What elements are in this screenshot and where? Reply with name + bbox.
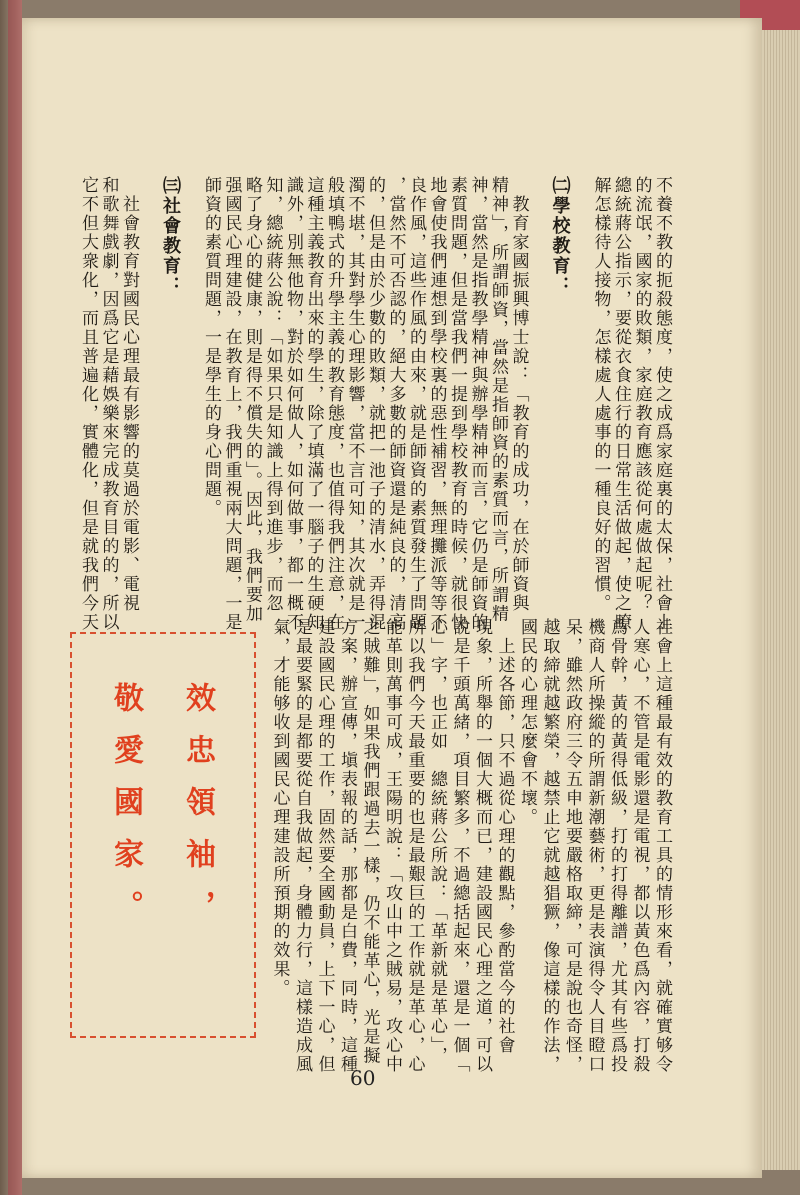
text-column: 解怎樣待人接物，怎樣處人處事的一種良好的習慣。 (590, 176, 611, 613)
text-column: 是最要緊的是都要從自我做起，身體力行，這樣造成風 (292, 618, 312, 1074)
text-column: 的，但是由於少數的敗類，就把一池子的清水，弄得混 (365, 176, 385, 632)
text-column: 教育家國振興博士說：「教育的成功，在於師資與 (508, 176, 529, 613)
text-column: 所以我們今天最重要的也是最艱巨的工作就是革心，心 (404, 618, 425, 1074)
text-column: 心」字，也正如 總統蔣公所說：「革新就是革心」， (427, 618, 447, 1066)
text-column: 識外，別無他物，對於如何做人，如何做事，都一概不 (283, 176, 303, 632)
text-column: 說是千頭萬緒，項目繁多，不過總括起來，還是一個「 (449, 618, 470, 1074)
text-column: 略了身心的健康，則是得不償失的」。因此，我們要加 (242, 176, 262, 624)
text-column: 社會上這種最有效的教育工具的情形來看，就確實够令 (652, 618, 672, 1074)
text-column: 濁不堪，其對學生心理影響，當不言可知，其次就是一 (344, 176, 365, 632)
text-column: 人寒心，不管是電影還是電視，都以黃色爲內容，打殺 (629, 618, 650, 1074)
text-column: 建設國民心理的工作，固然要全國動員，上下一心，但 (314, 618, 335, 1074)
text-column: 地會使我們連想到學校裏的惡性補習，無理攤派等等不 (426, 176, 447, 632)
section-heading: ㈢社會教育： (160, 176, 181, 296)
page-stack-edge (762, 30, 800, 1170)
text-column: 師資的素質問題，一是學生的身心問題。 (201, 176, 221, 518)
text-column: 氣，才能够收到國民心理建設所預期的效果。 (269, 618, 290, 998)
text-column: 上述各節，只不過從心理的觀點，參酌當今的社會 (494, 618, 515, 1055)
text-column: 機商人所操縱的所謂新潮藝術，更是表演得令人目瞪口 (584, 618, 605, 1074)
text-column: 它不但大衆化，而且普遍化，實體化，但是就我們今天 (78, 176, 98, 632)
section-heading: ㈡學校教育： (549, 176, 571, 296)
slogan-line-2: 敬愛國家。 (108, 682, 143, 942)
text-column: 現象，所舉的一個大概而已，建設國民心理之道，可以 (472, 618, 492, 1074)
text-column: 越取締就越繁榮，越禁止它就越猖獗，像這樣的作法， (539, 618, 560, 1074)
text-column: 的流氓，國家的敗類，家庭教育應該從何處做起呢？ (631, 176, 652, 613)
text-column: 强國民心理建設，在教育上，我們重視兩大問題，一是 (221, 176, 242, 632)
text-column: 爲骨幹，黃的黃得低級，打的打得離譜，尤其有些爲投 (607, 618, 627, 1074)
slogan-box (70, 632, 256, 1038)
text-column: 國民的心理怎麼會不壞。 (517, 618, 537, 827)
text-column: ，當然不可否認的，絕大多數的師資還是純良的，清高 (385, 176, 406, 632)
text-column: 和歌舞戲劇，因爲它是藉娛樂來完成教育目的的，所以 (98, 176, 119, 632)
text-column: 素質問題，但是當我們一提到學校教育的時候，就很快 (447, 176, 467, 632)
text-column: 呆，雖然政府三令五申地要嚴格取締，可是說也奇怪， (562, 618, 582, 1074)
text-column: 神，當然是指教學精神與辦學精神而言，它仍是師資的 (467, 176, 488, 632)
text-column: 精神」，所謂師資，當然是指師資的素質而言，所謂精 (488, 176, 508, 624)
text-column: 之賊難」，如果我們跟過去一樣，仍不能革心，光是擬 (359, 618, 380, 1066)
text-column: 知，總統蔣公說：「如果只是知識上得到進步，而忽 (262, 176, 283, 613)
text-column: 般填鴨式的升學主義的教育態度，也值得我們注意，在 (324, 176, 344, 632)
text-column: 方案，辦宣傳，塡表報的話，那都是白費，同時，這種 (337, 618, 357, 1074)
text-column: 社會教育對國民心理最有影響的莫過於電影、電視 (119, 176, 139, 613)
book-binding-red (8, 0, 22, 1195)
text-column: 這種主義教育出來的學生，除了填滿了一腦子的生硬知 (303, 176, 324, 632)
text-column: 不養不教的扼殺態度，使之成爲家庭裏的太保，社會上 (652, 176, 672, 632)
text-column: 良作風，這些作風的由來，就是師資的素質發生了問題 (406, 176, 426, 632)
text-column: 能革則萬事可成，王陽明說：「攻山中之賊易，攻心中 (382, 618, 402, 1074)
slogan-line-1: 效忠領袖， (180, 682, 215, 942)
text-column: 總統蔣公指示，要從衣食住行的日常生活做起，使之瞭 (611, 176, 631, 632)
page-number: 60 (350, 1066, 376, 1090)
